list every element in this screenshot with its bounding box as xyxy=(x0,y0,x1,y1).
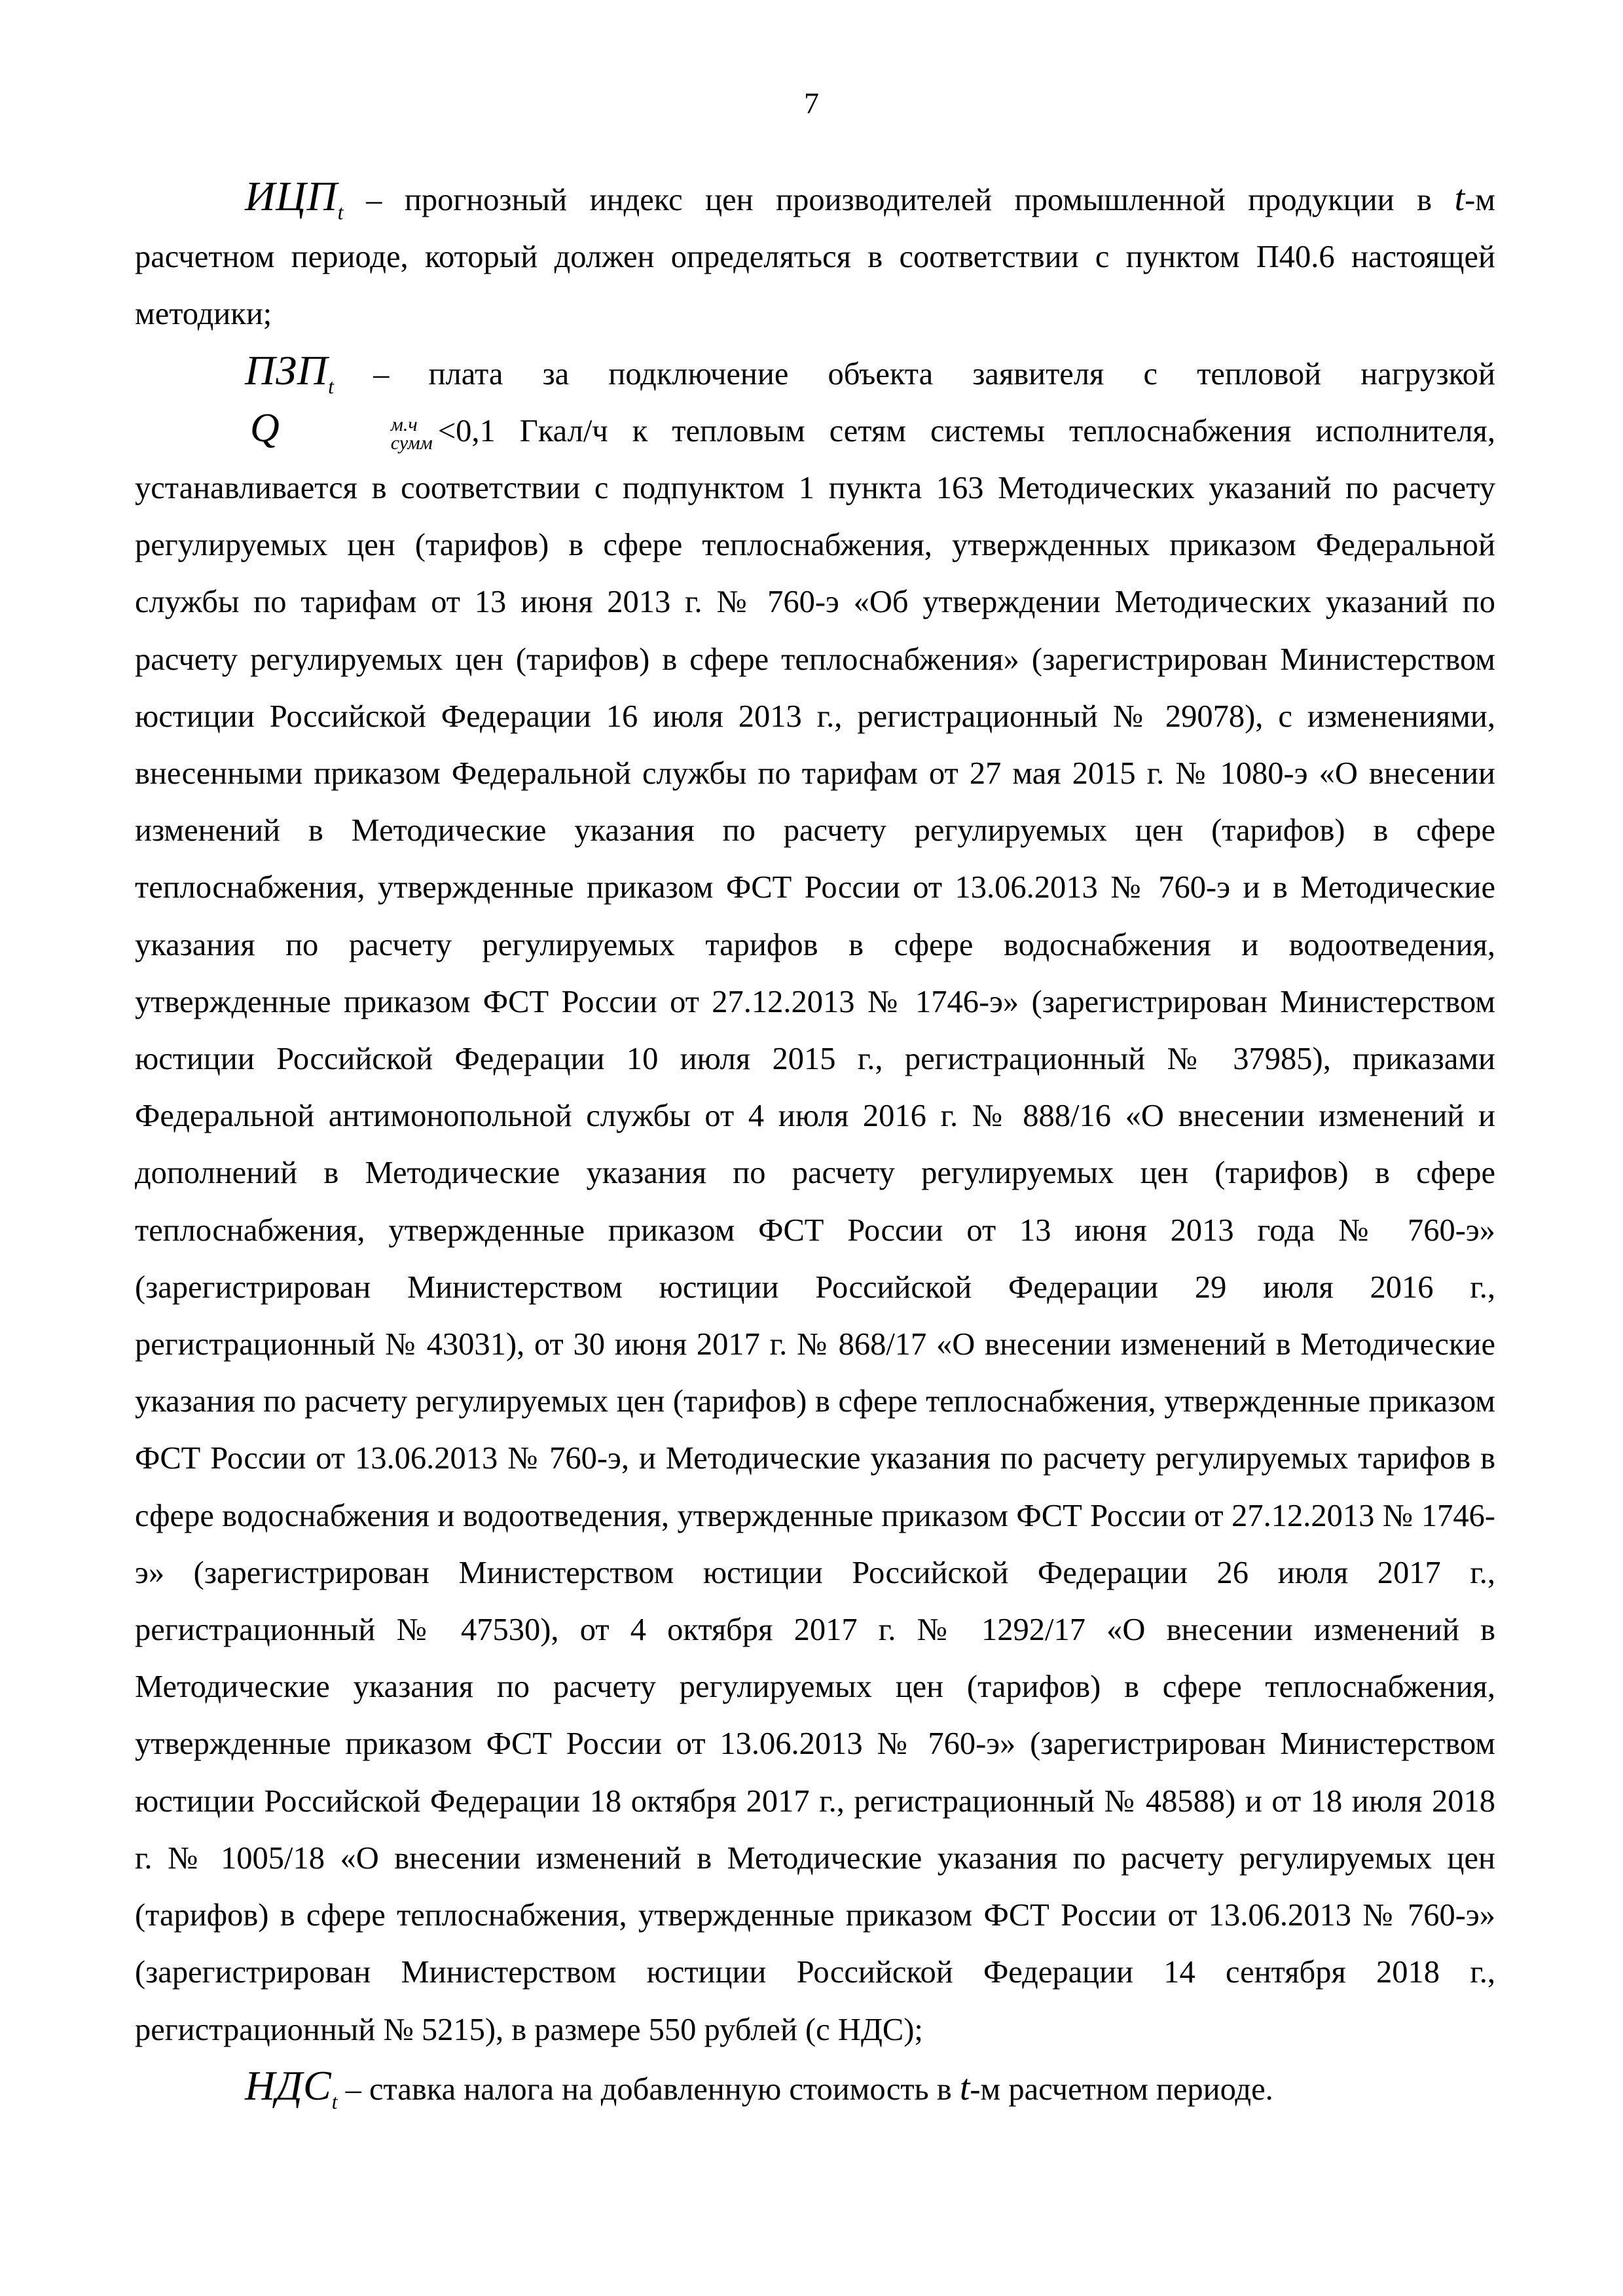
symbol-icp: ИЦП xyxy=(245,173,338,219)
symbol-icp-subscript: t xyxy=(337,200,344,224)
definition-pzp-text: – плата за подключение объекта заявителя с тепловой нагрузкой xyxy=(334,356,1495,392)
symbol-nds: НДС xyxy=(245,2062,332,2109)
variable-t: t xyxy=(959,2067,970,2108)
symbol-pzp-subscript: t xyxy=(328,374,335,398)
definition-nds xyxy=(135,2061,1495,2118)
heat-load-subscript: сумм xyxy=(390,431,433,454)
symbol-pzp: ПЗП xyxy=(245,346,329,393)
definition-icp-text-tail: -м расчетном периоде, который должен определяться в соответствии с пунктом П40.6 настоящей методики; xyxy=(135,183,1495,332)
page-number: 7 xyxy=(804,86,819,120)
definition-icp-text: – прогнозный индекс цен производителей промышленной продукции в xyxy=(343,183,1455,217)
definition-pzp-text-tail: <0,1 Гкал/ч к тепловым сетям системы теплоснабжения исполнителя, устанавливается в соответствии с подпунктом 1 пункта 163 Методических указаний по расчету регулируемых цен (тарифов) в сфере теплоснабжения, утвержденных приказом Федеральной службы по тарифам от 13 июня 2013 г. № 760-э «Об утверждении Методических указаний по расчету регулируемых цен (тарифов) в сфере теплоснабжения» (зарегистрирован Министерством юстиции Российской Федерации 16 июля 2013 г., регистрационный № 29078), с изменениями, внесенными приказом Федеральной службы по тарифам от 27 мая 2015 г. № 1080-э «О внесении изменений в Методические указания по расчету регулируемых цен (тарифов) в сфере теплоснабжения, утвержденные приказом ФСТ России от 13.06.2013 № 760-э и в Методические указания по расчету регулируемых тарифов в сфере водоснабжения и водоотведения, утвержденные приказом ФСТ России от 27.12.2013 № 1746-э» (зарегистрирован Министерством юстиции Российской Федерации 10 июля 2015 г., регистрационный № 37985), приказами Федеральной антимонопольной службы от 4 июля 2016 г. № 888/16 «О внесении изменений и дополнений в Методические указания по расчету регулируемых цен (тарифов) в сфере теплоснабжения, утвержденные приказом ФСТ России от 13 июня 2013 года № 760-э» (зарегистрирован Министерством юстиции Российской Федерации 29 июля 2016 г., регистрационный № 43031), от 30 июня 2017 г. № 868/17 «О внесении изменений в Методические указания по расчету регулируемых цен (тарифов) в сфере теплоснабжения, утвержденные приказом ФСТ России от 13.06.2013 № 760-э, и Методические указания по расчету регулируемых тарифов в сфере водоснабжения и водоотведения, утвержденные приказом ФСТ России от 27.12.2013 № 1746-э» (зарегистрирован Министерством юстиции Российской Федерации 26 июля 2017 г., регистрационный № 47530), от 4 октября 2017 г. № 1292/17 «О внесении изменений в Методические указания по расчету регулируемых цен (тарифов) в сфере теплоснабжения, утвержденные приказом ФСТ России от 13.06.2013 № 760-э» (зарегистрирован Министерством юстиции Российской Федерации 18 октября 2017 г., регистрационный № 48588) и от 18 июля 2018 г. № 1005/18 «О внесении изменений в Методические указания по расчету регулируемых цен (тарифов) в сфере теплоснабжения, утвержденные приказом ФСТ России от 13.06.2013 № 760-э» (зарегистрирован Министерством юстиции Российской Федерации 14 сентября 2018 г., регистрационный № 5215), в размере 550 рублей (с НДС); xyxy=(135,413,1495,2047)
variable-t: t xyxy=(1454,178,1465,219)
symbol-nds-subscript: t xyxy=(331,2089,338,2113)
heat-load-symbol: Q xyxy=(250,405,280,450)
heat-load-superscript: м.ч xyxy=(390,413,418,435)
definition-nds-text: – ставка налога на добавленную стоимость в xyxy=(337,2071,960,2107)
document-body xyxy=(135,172,1495,2118)
heat-load-formula xyxy=(140,405,433,454)
definition-icp xyxy=(135,172,1495,343)
definition-nds-text-tail: -м расчетном периоде. xyxy=(970,2071,1273,2107)
definition-pzp xyxy=(135,346,1495,2058)
